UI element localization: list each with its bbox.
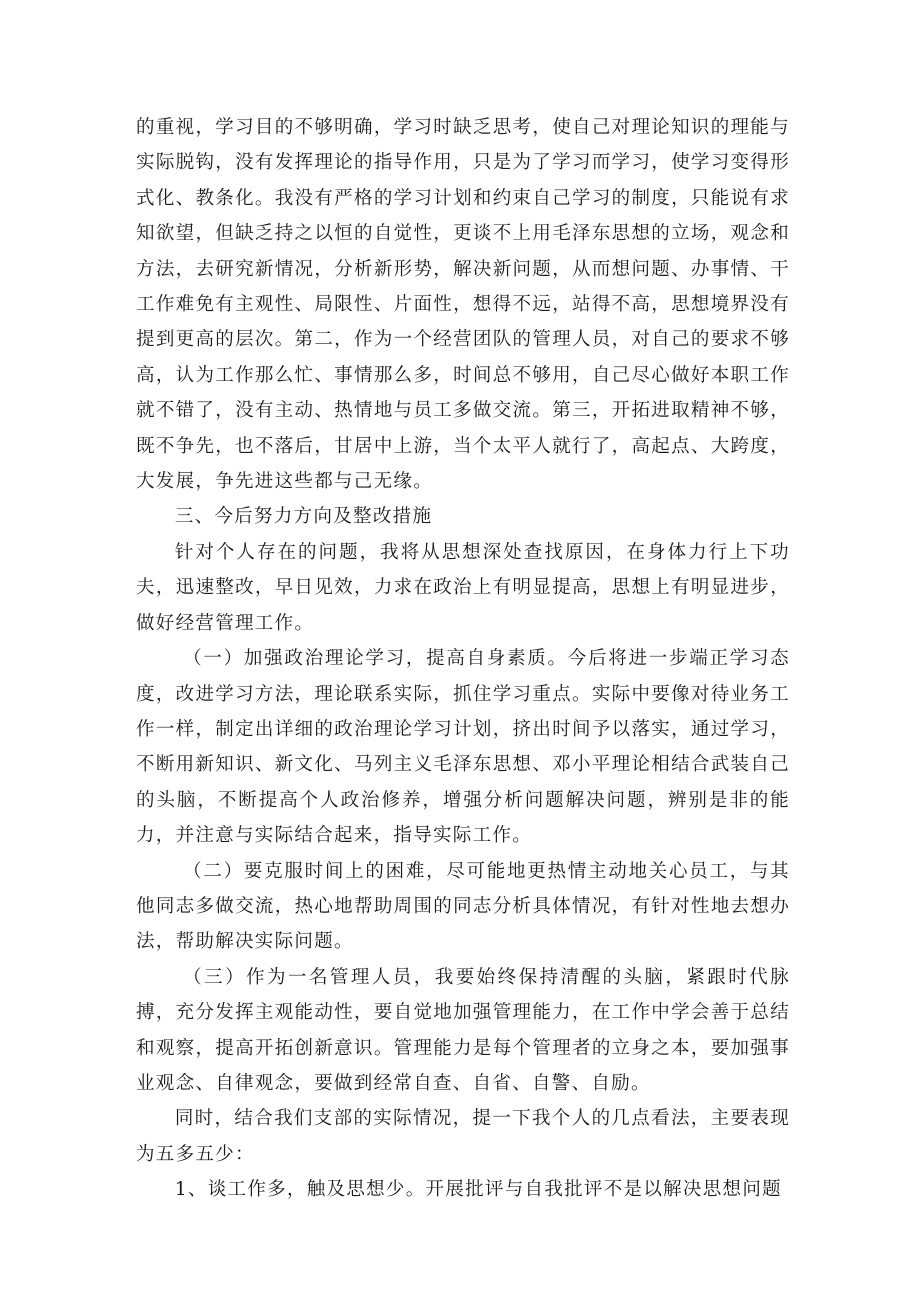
measure-item-3: （三）作为一名管理人员，我要始终保持清醒的头脑，紧跟时代脉搏，充分发挥主观能动性，要自觉地加强管理能力，在工作中学会善于总结和观察，提高开拓创新意识。管理能力是每个管理者的立身之本，要加强事业观念、自律观念，要做到经常自查、自省、自警、自励。 bbox=[136, 966, 790, 1094]
body-paragraph-1: 的重视，学习目的不够明确，学习时缺乏思考，使自己对理论知识的理能与实际脱钩，没有发挥理论的指导作用，只是为了学习而学习，使学习变得形式化、教条化。我没有严格的学习计划和约束自己学习的制度，只能说有求知欲望，但缺乏持之以恒的自觉性，更谈不上用毛泽东思想的立场，观念和方法，去研究新情况，分析新形势，解决新问题，从而想问题、办事情、干工作难免有主观性、局限性、片面性，想得不远，站得不高，思想境界没有提到更高的层次。第二，作为一个经营团队的管理人员，对自己的要求不够高，认为工作那么忙、事情那么多，时间总不够用，自己尽心做好本职工作就不错了，没有主动、热情地与员工多做交流。第三，开拓进取精神不够，既不争先，也不落后，甘居中上游，当个太平人就行了，高起点、大跨度，大发展，争先进这些都与己无缘。 bbox=[136, 117, 790, 493]
body-paragraph-3: 同时，结合我们支部的实际情况，提一下我个人的几点看法，主要表现为五多五少： bbox=[136, 1108, 790, 1165]
list-item-1: 1、谈工作多，触及思想少。开展批评与自我批评不是以解决思想问题 bbox=[174, 1179, 782, 1201]
measure-item-2: （二）要克服时间上的困难，尽可能地更热情主动地关心员工，与其他同志多做交流，热心地帮助周围的同志分析具体情况，有针对性地去想办法，帮助解决实际问题。 bbox=[136, 860, 790, 953]
body-paragraph-2: 针对个人存在的问题，我将从思想深处查找原因，在身体力行上下功夫，迅速整改，早日见效，力求在政治上有明显提高，思想上有明显进步，做好经营管理工作。 bbox=[136, 541, 790, 634]
section-heading-3: 三、今后努力方向及整改措施 bbox=[174, 506, 433, 528]
measure-item-1: （一）加强政治理论学习，提高自身素质。今后将进一步端正学习态度，改进学习方法，理论联系实际，抓住学习重点。实际中要像对待业务工作一样，制定出详细的政治理论学习计划，挤出时间予以落实，通过学习，不断用新知识、新文化、马列主义毛泽东思想、邓小平理论相结合武装自己的头脑，不断提高个人政治修养，增强分析问题解决问题，辨别是非的能力，并注意与实际结合起来，指导实际工作。 bbox=[136, 648, 790, 847]
